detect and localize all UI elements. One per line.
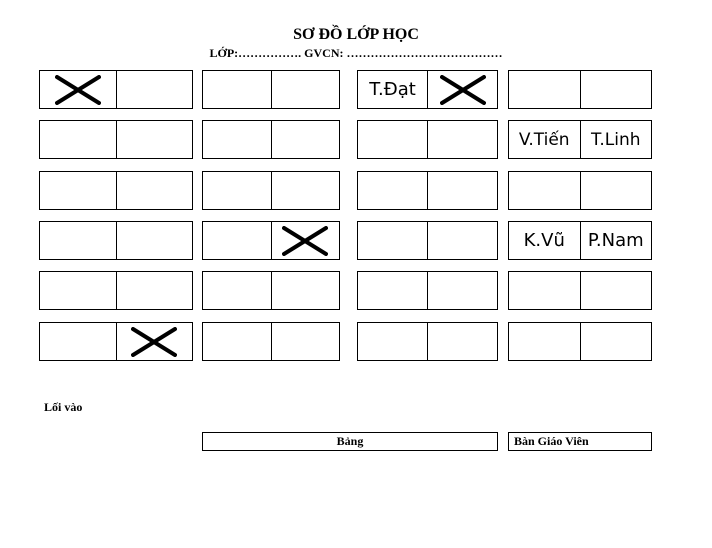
desk — [202, 70, 340, 109]
seat — [40, 323, 116, 360]
seat — [427, 222, 497, 259]
seat — [358, 323, 427, 360]
desk — [508, 221, 652, 260]
seat — [40, 71, 116, 108]
seat — [203, 71, 271, 108]
student-name: T.Đạt — [369, 79, 416, 100]
desk — [39, 322, 193, 361]
seat — [271, 121, 340, 158]
student-name: V.Tiến — [518, 129, 570, 150]
seat — [203, 172, 271, 209]
seat — [358, 272, 427, 309]
desk — [508, 171, 652, 210]
desk — [39, 221, 193, 260]
seat — [509, 71, 580, 108]
seat — [358, 121, 427, 158]
seat — [427, 272, 497, 309]
seat — [40, 121, 116, 158]
seat — [116, 172, 193, 209]
board-label: Bảng — [336, 434, 364, 448]
desk — [508, 322, 652, 361]
seat — [116, 323, 193, 360]
seat — [40, 172, 116, 209]
seat — [580, 323, 652, 360]
seat — [271, 222, 340, 259]
seat — [580, 121, 652, 158]
student-name: K.Vũ — [523, 230, 565, 251]
desk — [202, 322, 340, 361]
seat — [271, 272, 340, 309]
seat — [427, 323, 497, 360]
desk — [202, 120, 340, 159]
desk — [357, 322, 498, 361]
teacher-desk-label: Bàn Giáo Viên — [514, 434, 589, 448]
seat — [580, 222, 652, 259]
seat — [358, 222, 427, 259]
seat — [358, 172, 427, 209]
seat — [40, 222, 116, 259]
seat — [427, 121, 497, 158]
seat — [203, 272, 271, 309]
desk — [357, 221, 498, 260]
seat — [116, 222, 193, 259]
desk — [357, 171, 498, 210]
seat — [509, 222, 580, 259]
seat — [580, 71, 652, 108]
seat — [509, 172, 580, 209]
desk — [39, 120, 193, 159]
seat — [116, 71, 193, 108]
desk — [202, 221, 340, 260]
desk — [202, 271, 340, 310]
seat — [40, 272, 116, 309]
seat — [509, 121, 580, 158]
student-name: P.Nam — [587, 230, 644, 251]
desk — [357, 70, 498, 109]
page-title: SƠ ĐỒ LỚP HỌC — [293, 26, 419, 43]
seat — [427, 172, 497, 209]
teacher-desk-box — [508, 432, 652, 451]
seat — [271, 172, 340, 209]
student-name: T.Linh — [590, 129, 641, 150]
seat — [358, 71, 427, 108]
seat — [509, 323, 580, 360]
desk — [39, 271, 193, 310]
desk — [39, 70, 193, 109]
desk — [508, 70, 652, 109]
cross-mark-icon — [55, 75, 101, 105]
seat — [203, 222, 271, 259]
seat — [203, 323, 271, 360]
desk — [508, 271, 652, 310]
cross-mark-icon — [282, 226, 328, 256]
seat — [271, 71, 340, 108]
desk — [357, 271, 498, 310]
desk — [202, 171, 340, 210]
seat — [580, 272, 652, 309]
seat — [427, 71, 497, 108]
class-info-line: LỚP:……………. GVCN: ………………………………… — [209, 46, 503, 60]
seat — [116, 272, 193, 309]
entrance-label: Lối vào — [44, 400, 83, 414]
seat — [509, 272, 580, 309]
seat — [203, 121, 271, 158]
cross-mark-icon — [440, 75, 486, 105]
cross-mark-icon — [131, 327, 177, 357]
board-box — [202, 432, 498, 451]
seat — [116, 121, 193, 158]
seat — [271, 323, 340, 360]
seat — [580, 172, 652, 209]
desk — [357, 120, 498, 159]
desk — [508, 120, 652, 159]
desk — [39, 171, 193, 210]
